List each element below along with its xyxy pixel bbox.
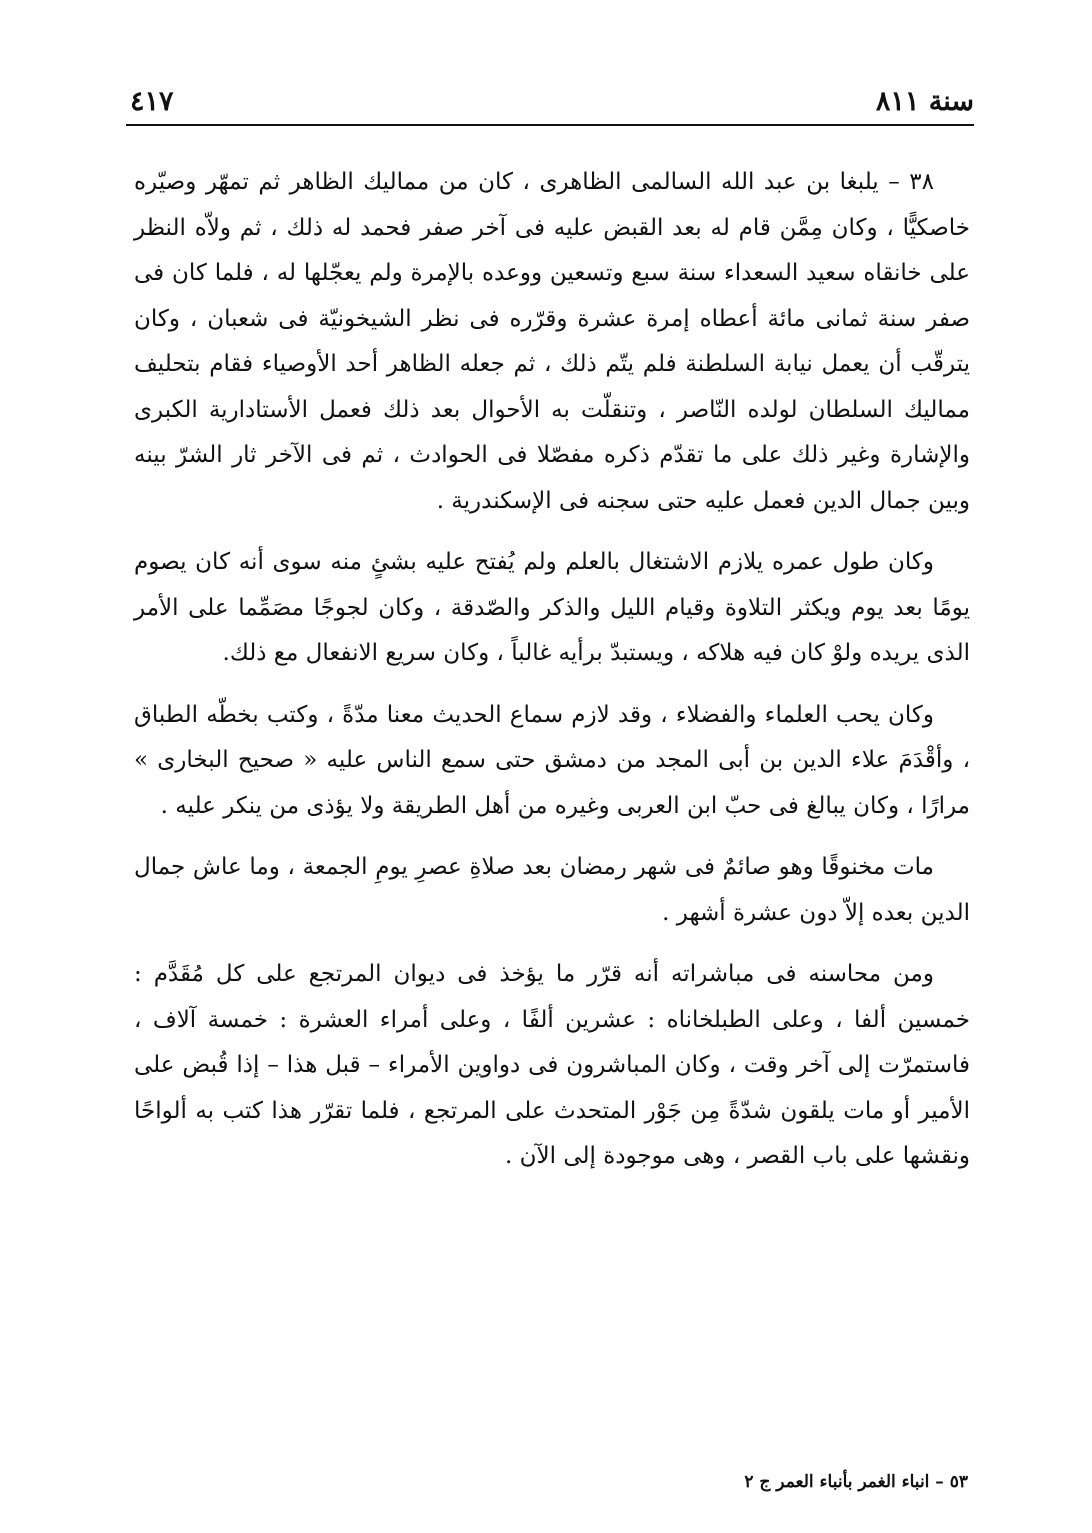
paragraph-character: وكان طول عمره يلازم الاشتغال بالعلم ولم يُفتح عليه بشئٍ منه سوى أنه كان يصوم يومًا بعد يوم ويكثر التلاوة وقيام الليل والذكر والصّدقة ، وكان لجوجًا مصَمِّما على الأمر الذى يريده ولوْ كان فيه هلاكه ، ويستبدّ برأيه غالباً ، وكان سريع الانفعال مع ذلك. xyxy=(134,549,970,666)
running-header xyxy=(126,80,974,124)
paragraph-merits: ومن محاسنه فى مباشراته أنه قرّر ما يؤخذ فى ديوان المرتجع على كل مُقَدَّم : خمسين ألفا ، وعلى الطبلخاناه : عشرين ألفًا ، وعلى أمراء العشرة : خمسة آلاف ، فاستمرّت إلى آخر وقت ، وكان المباشرون فى دواوين الأمراء – قبل هذا – إذا قُبض على الأمير أو مات يلقون شدّةً مِن جَوْر المتحدث على المرتجع ، فلما تقرّر هذا كتب به ألواحًا ونقشها على باب القصر ، وهى موجودة إلى الآن . xyxy=(134,961,970,1169)
main-text xyxy=(134,160,970,1180)
header-divider xyxy=(126,124,974,126)
paragraph-scholarship: وكان يحب العلماء والفضلاء ، وقد لازم سماع الحديث معنا مدّةً ، وكتب بخطّه الطباق ، وأقْدَمَ علاء الدين بن أبى المجد من دمشق حتى سمع الناس عليه « صحيح البخارى » مرارًا ، وكان يبالغ فى حبّ ابن العربى وغيره من أهل الطريقة ولا يؤذى من ينكر عليه . xyxy=(134,701,970,819)
page-number: ٤١٧ xyxy=(130,86,174,117)
paragraph-biography-entry: ٣٨ – يلبغا بن عبد الله السالمى الظاهرى ، كان من مماليك الظاهر ثم تمهّر وصيّره خاصكيًّا ، وكان مِمَّن قام له بعد القبض عليه فى آخر صفر فحمد له ذلك ، ثم ولاّه النظر على خانقاه سعيد السعداء سنة سبع وتسعين ووعده بالإمرة ولم يعجّلها له ، فلما كان فى صفر سنة ثمانى مائة أعطاه إمرة عشرة وقرّره فى نظر الشيخونيّة فى شعبان ، وكان يترقّب أن يعمل نيابة السلطنة فلم يتّم ذلك ، ثم جعله الظاهر أحد الأوصياء فقام بتحليف مماليك السلطان لولده النّاصر ، وتنقلّت به الأحوال بعد ذلك فعمل الأستادارية الكبرى والإشارة وغير ذلك على ما تقدّم ذكره مفصّلا فى الحوادث ، ثم فى الآخر ثار الشرّ بينه وبين جمال الدين فعمل عليه حتى سجنه فى الإسكندرية . xyxy=(134,169,970,514)
paragraph-death: مات مخنوقًا وهو صائمٌ فى شهر رمضان بعد صلاةِ عصرِ يومِ الجمعة ، وما عاش جمال الدين بعده إلاّ دون عشرة أشهر . xyxy=(134,854,970,926)
header-year-label: سنة ٨١١ xyxy=(875,86,974,117)
signature-footer: ٥٣ – انباء الغمر بأنباء العمر ج ٢ xyxy=(744,1472,968,1492)
